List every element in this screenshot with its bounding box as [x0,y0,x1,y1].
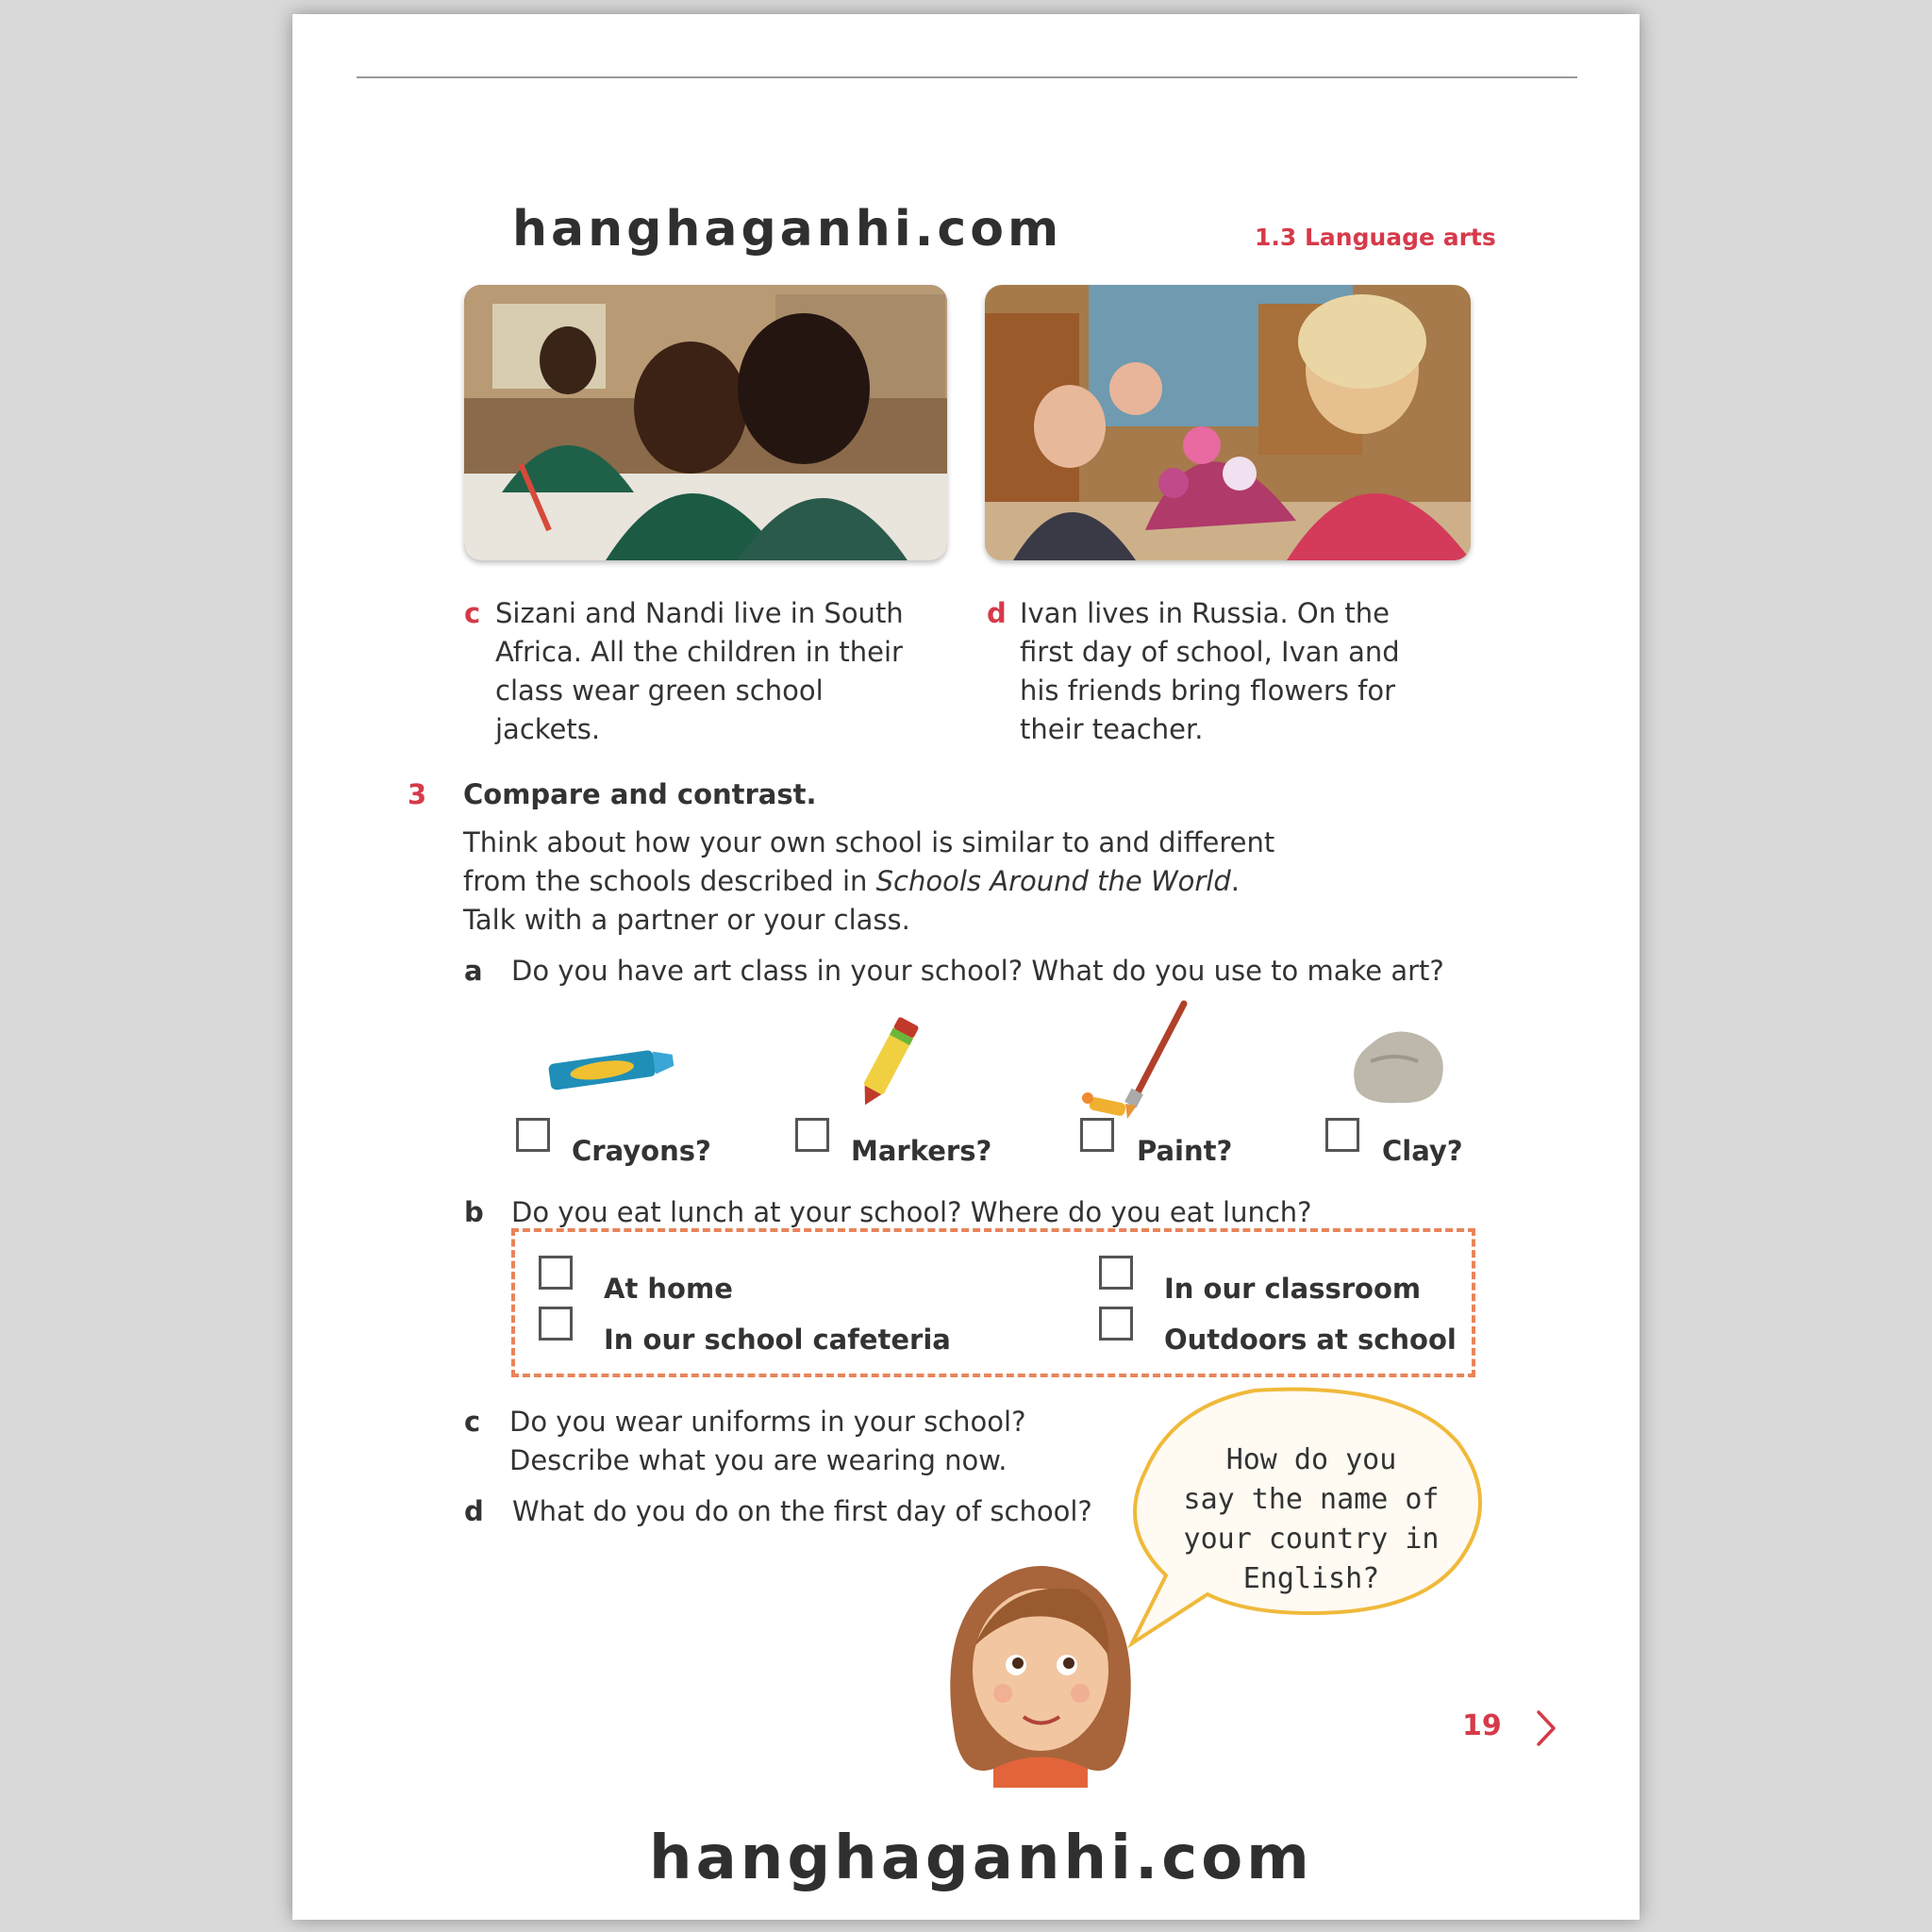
exercise-intro: Think about how your own school is similar to and different from the schools described in Schools Around the World. Talk with a partner or your class. [463,826,1275,936]
children-classroom-photo [464,285,947,560]
markers-label: Markers? [851,1135,992,1167]
caption-d-text: Ivan lives in Russia. On the first day of school, Ivan and his friends bring flowers for their teacher. [1020,597,1400,745]
question-a-letter: a [464,955,483,987]
at-home-label: At home [604,1273,733,1305]
question-d-text: What do you do on the first day of school? [512,1495,1092,1527]
outdoors-checkbox[interactable] [1099,1307,1133,1341]
section-label: 1.3 Language arts [1255,224,1496,251]
girl-illustration [937,1552,1144,1791]
exercise-title: Compare and contrast. [463,778,817,810]
caption-c-letter: c [464,597,481,629]
watermark-top: hanghaganhi.com [512,201,1063,258]
marker-icon [849,1012,924,1120]
chevron-right-icon[interactable] [1534,1708,1558,1752]
at-home-checkbox[interactable] [539,1256,573,1290]
cafeteria-checkbox[interactable] [539,1307,573,1341]
top-rule [357,76,1577,78]
question-b-letter: b [464,1196,484,1228]
question-a-text: Do you have art class in your school? What do you use to make art? [511,955,1444,987]
textbook-page [292,14,1640,1920]
paint-label: Paint? [1137,1135,1233,1167]
cafeteria-label: In our school cafeteria [604,1324,951,1356]
teacher-flowers-photo [985,285,1471,560]
classroom-label: In our classroom [1164,1273,1422,1305]
question-c-letter: c [464,1406,481,1438]
paintbrush-icon [1080,1000,1193,1126]
paint-checkbox[interactable] [1080,1118,1114,1152]
crayons-checkbox[interactable] [516,1118,550,1152]
clay-label: Clay? [1382,1135,1463,1167]
question-c-text: Do you wear uniforms in your school? Describe what you are wearing now. [509,1406,1026,1476]
crayons-label: Crayons? [572,1135,711,1167]
watermark-bottom: hanghaganhi.com [649,1824,1313,1893]
crayon-icon [545,1044,677,1095]
markers-checkbox[interactable] [795,1118,829,1152]
caption-d-letter: d [987,597,1007,629]
outdoors-label: Outdoors at school [1164,1324,1457,1356]
speech-bubble-text: How do you say the name of your country in English? [1183,1443,1440,1595]
caption-c-text: Sizani and Nandi live in South Africa. All the children in their class wear green school jackets. [495,597,904,745]
classroom-checkbox[interactable] [1099,1256,1133,1290]
clay-icon [1347,1024,1451,1112]
page-number: 19 [1462,1709,1502,1742]
clay-checkbox[interactable] [1325,1118,1359,1152]
exercise-number: 3 [408,778,427,810]
question-d-letter: d [464,1495,484,1527]
question-b-text: Do you eat lunch at your school? Where do you eat lunch? [511,1196,1312,1228]
